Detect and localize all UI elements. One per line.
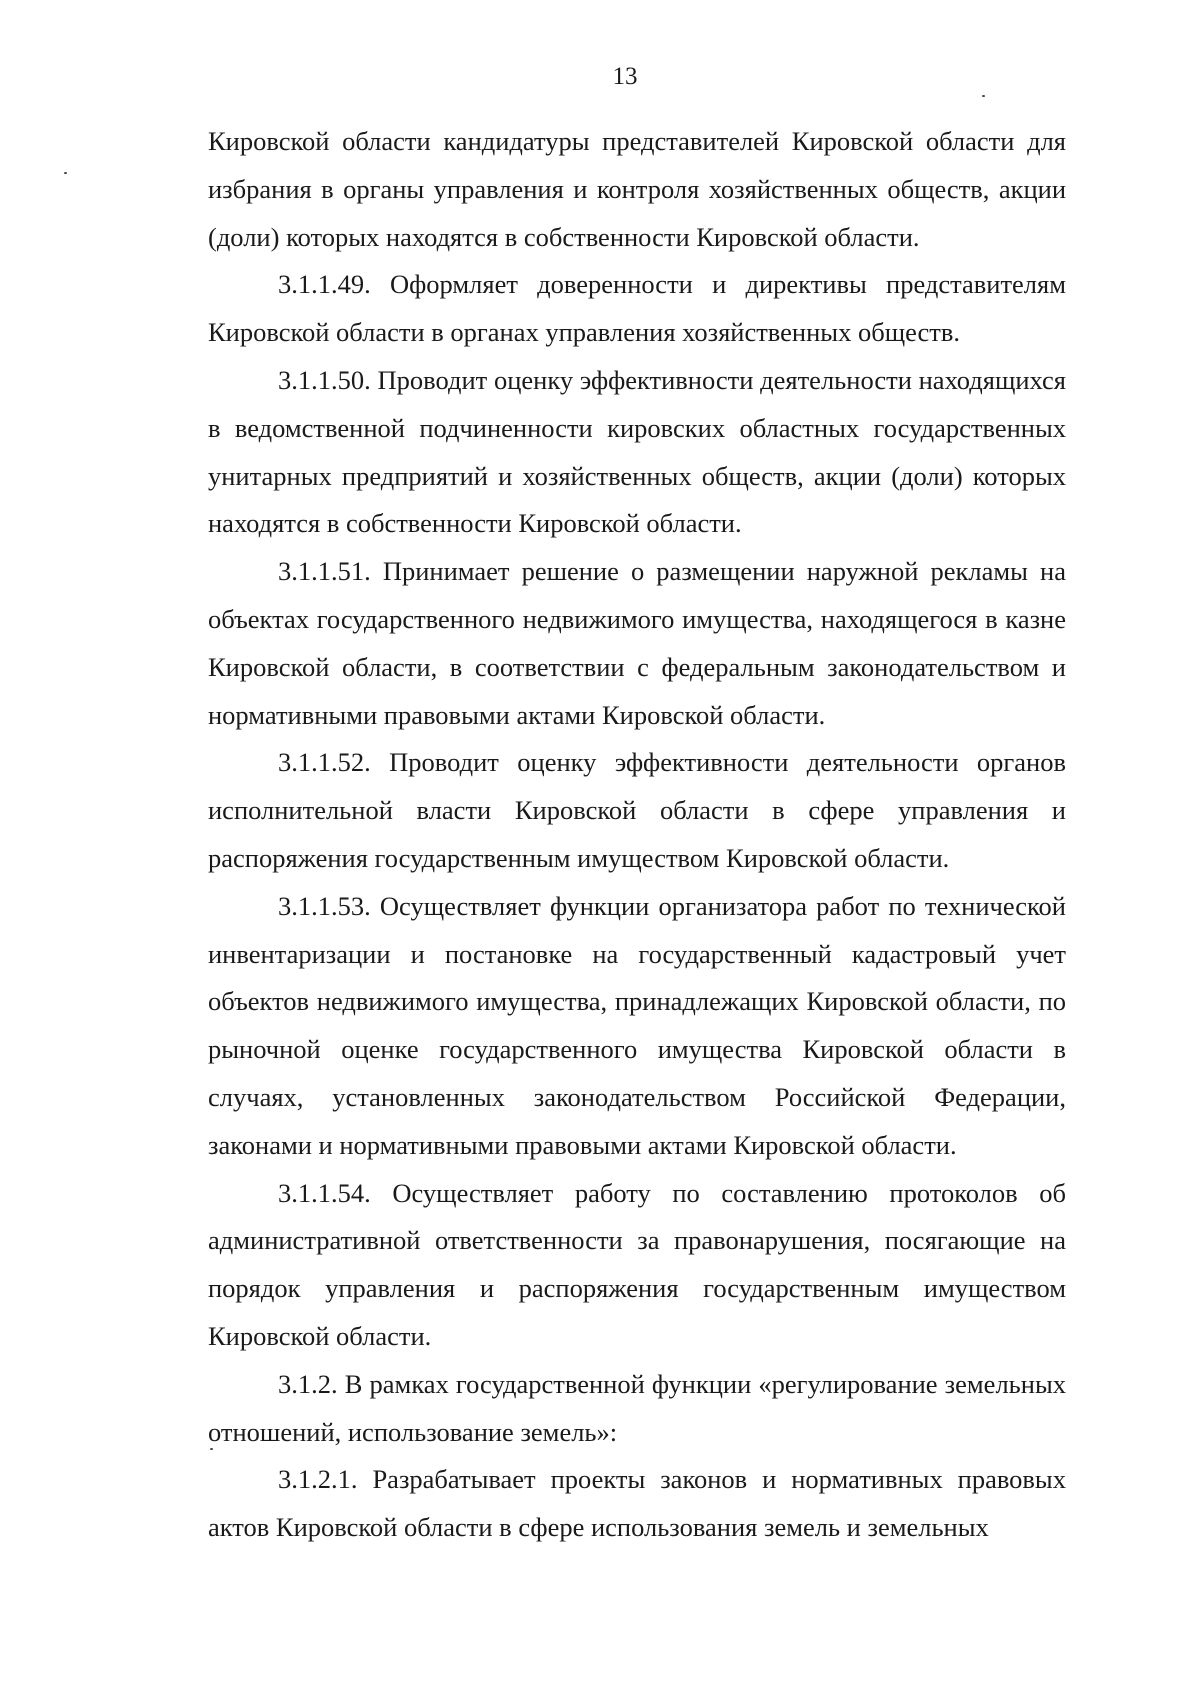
paragraph-3-1-1-49: 3.1.1.49. Оформляет доверенности и директивы представителям Кировской области в органах управления хозяйственных обществ. — [208, 269, 1066, 348]
paragraph-3-1-1-52: 3.1.1.52. Проводит оценку эффективности деятельности органов исполнительной власти Кировской области в сфере управления и распоряжения государственным имуществом Кировской области. — [208, 747, 1066, 873]
paragraph-3-1-2-1: 3.1.2.1. Разрабатывает проекты законов и нормативных правовых актов Кировской области в сфере использования земель и земельных — [208, 1464, 1066, 1543]
scan-speck — [982, 95, 985, 97]
page-number: 13 — [612, 63, 638, 90]
paragraph-3-1-1-50: 3.1.1.50. Проводит оценку эффективности деятельности находящихся в ведомственной подчиненности кировских областных государственных унитарных предприятий и хозяйственных обществ, акции (доли) которых находятся в собственности Кировской области. — [208, 364, 1066, 539]
paragraph-3-1-2: 3.1.2. В рамках государственной функции «регулирование земельных отношений, использование земель»: — [208, 1368, 1066, 1447]
paragraph-3-1-1-54: 3.1.1.54. Осуществляет работу по составлению протоколов об административной ответственности за правонарушения, посягающие на порядок управления и распоряжения государственным имуществом Кировской области. — [208, 1177, 1066, 1351]
paragraph-3-1-1-53: 3.1.1.53. Осуществляет функции организатора работ по технической инвентаризации и постановке на государственный кадастровый учет объектов недвижимого имущества, принадлежащих Кировской области, по рыночной оценке государственного имущества Кировской области в случаях, установленных законодательством Российской Федерации, законами и нормативными правовыми актами Кировской области. — [208, 890, 1066, 1160]
scan-speck — [64, 172, 67, 174]
document-body — [208, 118, 1066, 1552]
paragraph-continuation: Кировской области кандидатуры представителей Кировской области для избрания в органы управления и контроля хозяйственных обществ, акции (доли) которых находятся в собственности Кировской области. — [208, 126, 1066, 252]
paragraph-3-1-1-51: 3.1.1.51. Принимает решение о размещении наружной рекламы на объектах государственного недвижимого имущества, находящегося в казне Кировской области, в соответствии с федеральным законодательством и нормативными правовыми актами Кировской области. — [208, 556, 1066, 730]
scan-speck — [210, 1448, 213, 1450]
